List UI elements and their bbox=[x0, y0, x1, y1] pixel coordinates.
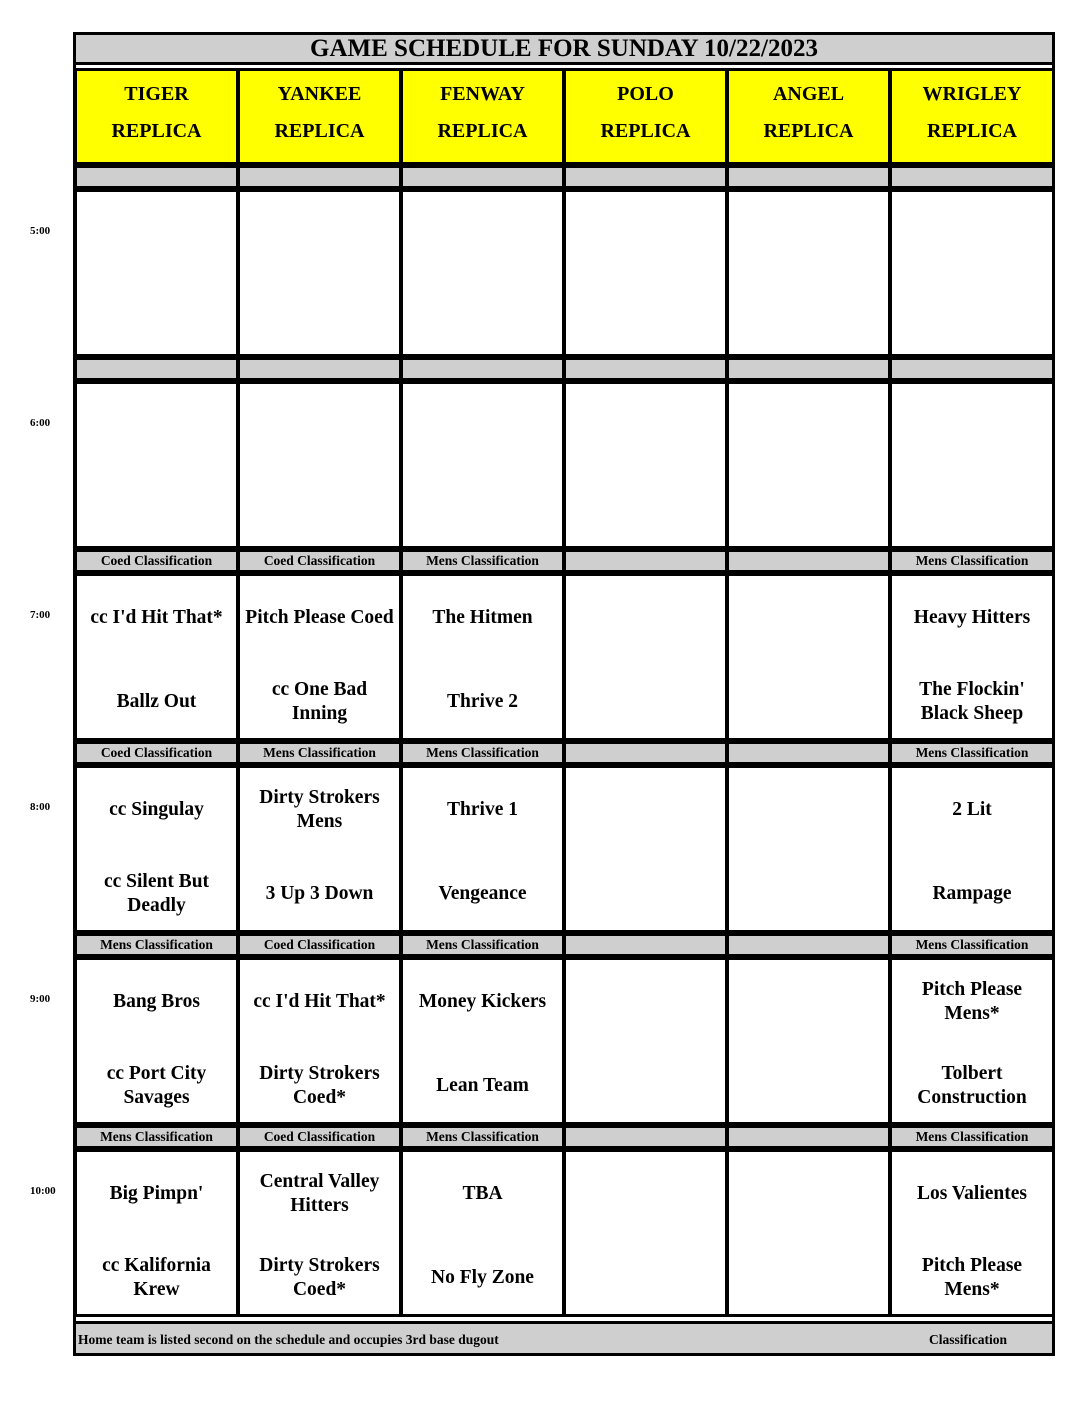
game-cell bbox=[889, 1149, 1055, 1317]
game-cell bbox=[563, 765, 728, 933]
game-cell bbox=[726, 381, 891, 549]
away-team: 2 Lit bbox=[952, 799, 992, 820]
game-cell bbox=[74, 1149, 239, 1317]
classification-band bbox=[726, 933, 891, 957]
away-team: Heavy Hitters bbox=[913, 607, 1031, 628]
home-team: Lean Team bbox=[436, 1075, 529, 1096]
classification-band bbox=[237, 165, 402, 189]
field-name: POLO bbox=[617, 83, 674, 105]
away-team: Central Valley Hitters bbox=[259, 1171, 380, 1216]
classification-band: Coed Classification bbox=[74, 549, 239, 573]
home-team bbox=[566, 672, 725, 732]
classification-band bbox=[726, 741, 891, 765]
field-name: YANKEE bbox=[277, 83, 362, 105]
home-team bbox=[77, 288, 236, 348]
classification-band: Mens Classification bbox=[889, 933, 1055, 957]
classification-band: Mens Classification bbox=[400, 741, 565, 765]
game-cell bbox=[74, 381, 239, 549]
classification-band bbox=[889, 165, 1055, 189]
classification-band: Mens Classification bbox=[400, 1125, 565, 1149]
field-header-tiger bbox=[74, 68, 239, 165]
game-cell bbox=[237, 573, 402, 741]
field-header-wrigley bbox=[889, 68, 1055, 165]
away-team bbox=[729, 204, 888, 264]
home-team: Ballz Out bbox=[116, 691, 197, 712]
away-team bbox=[77, 204, 236, 264]
home-team bbox=[566, 864, 725, 924]
away-team bbox=[729, 972, 888, 1032]
game-cell bbox=[74, 573, 239, 741]
field-type: REPLICA bbox=[111, 120, 202, 142]
classification-band bbox=[563, 933, 728, 957]
away-team: Pitch Please Mens* bbox=[921, 979, 1023, 1024]
home-team bbox=[240, 480, 399, 540]
home-team: 3 Up 3 Down bbox=[265, 883, 374, 904]
game-cell bbox=[889, 765, 1055, 933]
home-team bbox=[729, 864, 888, 924]
away-team: cc Singulay bbox=[109, 799, 204, 820]
game-cell bbox=[889, 957, 1055, 1125]
away-team: Los Valientes bbox=[917, 1183, 1027, 1204]
field-type: REPLICA bbox=[600, 120, 691, 142]
away-team bbox=[403, 204, 562, 264]
away-team: Thrive 1 bbox=[447, 799, 518, 820]
away-team bbox=[566, 1164, 725, 1224]
home-team bbox=[729, 288, 888, 348]
home-team bbox=[240, 288, 399, 348]
away-team: Big Pimpn' bbox=[109, 1183, 204, 1204]
game-cell bbox=[74, 765, 239, 933]
game-cell bbox=[726, 189, 891, 357]
home-team bbox=[403, 480, 562, 540]
home-team: cc Port City Savages bbox=[106, 1063, 207, 1108]
game-cell bbox=[563, 381, 728, 549]
classification-band: Coed Classification bbox=[237, 1125, 402, 1149]
away-team: Money Kickers bbox=[418, 991, 547, 1012]
time-label: 6:00 bbox=[30, 417, 51, 429]
classification-band bbox=[400, 165, 565, 189]
home-team: No Fly Zone bbox=[431, 1267, 534, 1288]
game-cell bbox=[726, 1149, 891, 1317]
classification-band bbox=[726, 165, 891, 189]
classification-band: Mens Classification bbox=[400, 933, 565, 957]
game-cell bbox=[400, 1149, 565, 1317]
home-team bbox=[566, 1248, 725, 1308]
classification-band: Mens Classification bbox=[889, 1125, 1055, 1149]
game-cell bbox=[237, 381, 402, 549]
home-team bbox=[566, 1056, 725, 1116]
classification-band: Mens Classification bbox=[74, 1125, 239, 1149]
away-team bbox=[77, 396, 236, 456]
classification-band bbox=[74, 357, 239, 381]
time-label: 8:00 bbox=[30, 801, 51, 813]
classification-band: Mens Classification bbox=[889, 549, 1055, 573]
time-label: 7:00 bbox=[30, 609, 51, 621]
classification-band: Mens Classification bbox=[889, 741, 1055, 765]
game-cell bbox=[400, 189, 565, 357]
field-type: REPLICA bbox=[763, 120, 854, 142]
away-team bbox=[566, 780, 725, 840]
classification-band: Coed Classification bbox=[237, 933, 402, 957]
field-header-fenway bbox=[400, 68, 565, 165]
away-team bbox=[566, 972, 725, 1032]
classification-band: Coed Classification bbox=[237, 549, 402, 573]
away-team bbox=[729, 1164, 888, 1224]
classification-band bbox=[563, 1125, 728, 1149]
away-team bbox=[892, 204, 1052, 264]
home-team bbox=[729, 672, 888, 732]
game-cell bbox=[563, 573, 728, 741]
footer-row bbox=[76, 1321, 1052, 1353]
field-type: REPLICA bbox=[274, 120, 365, 142]
classification-band bbox=[563, 165, 728, 189]
home-team bbox=[77, 480, 236, 540]
away-team bbox=[403, 396, 562, 456]
time-label: 10:00 bbox=[30, 1185, 56, 1197]
away-team bbox=[240, 204, 399, 264]
home-team bbox=[729, 1248, 888, 1308]
footer-note: Home team is listed second on the schedule and occupies 3rd base dugout bbox=[78, 1332, 499, 1347]
game-cell bbox=[889, 573, 1055, 741]
field-header-polo bbox=[563, 68, 728, 165]
classification-band bbox=[74, 165, 239, 189]
away-team bbox=[729, 780, 888, 840]
classification-band bbox=[237, 357, 402, 381]
home-team: cc Silent But Deadly bbox=[103, 871, 210, 916]
game-cell bbox=[237, 765, 402, 933]
away-team: Pitch Please Coed bbox=[245, 607, 394, 628]
game-cell bbox=[400, 957, 565, 1125]
game-cell bbox=[889, 189, 1055, 357]
home-team bbox=[892, 288, 1052, 348]
field-header-yankee bbox=[237, 68, 402, 165]
away-team bbox=[729, 396, 888, 456]
classification-band bbox=[889, 357, 1055, 381]
game-cell bbox=[726, 573, 891, 741]
game-cell bbox=[74, 189, 239, 357]
classification-band bbox=[726, 357, 891, 381]
home-team bbox=[566, 480, 725, 540]
away-team: cc I'd Hit That* bbox=[253, 991, 386, 1012]
away-team: The Hitmen bbox=[432, 607, 533, 628]
away-team bbox=[240, 396, 399, 456]
home-team: Dirty Strokers Coed* bbox=[259, 1063, 380, 1108]
game-cell bbox=[726, 957, 891, 1125]
footer-classification: Classification bbox=[929, 1332, 1008, 1347]
schedule-title: GAME SCHEDULE FOR SUNDAY 10/22/2023 bbox=[76, 35, 1052, 65]
home-team: cc One Bad Inning bbox=[271, 679, 368, 724]
time-label: 9:00 bbox=[30, 993, 51, 1005]
home-team: Thrive 2 bbox=[447, 691, 518, 712]
classification-band: Coed Classification bbox=[74, 741, 239, 765]
game-cell bbox=[563, 1149, 728, 1317]
classification-band: Mens Classification bbox=[74, 933, 239, 957]
field-type: REPLICA bbox=[437, 120, 528, 142]
game-cell bbox=[237, 189, 402, 357]
game-cell bbox=[74, 957, 239, 1125]
classification-band: Mens Classification bbox=[237, 741, 402, 765]
classification-band bbox=[563, 549, 728, 573]
away-team: TBA bbox=[462, 1183, 503, 1204]
time-label: 5:00 bbox=[30, 225, 51, 237]
away-team: Bang Bros bbox=[113, 991, 200, 1012]
home-team: The Flockin' Black Sheep bbox=[919, 679, 1025, 724]
game-cell bbox=[563, 189, 728, 357]
away-team: cc I'd Hit That* bbox=[90, 607, 223, 628]
home-team bbox=[892, 480, 1052, 540]
away-team bbox=[892, 396, 1052, 456]
field-header-angel bbox=[726, 68, 891, 165]
home-team: Rampage bbox=[932, 883, 1012, 904]
game-cell bbox=[400, 765, 565, 933]
away-team: Dirty Strokers Mens bbox=[259, 787, 380, 832]
game-cell bbox=[563, 957, 728, 1125]
classification-band bbox=[400, 357, 565, 381]
home-team bbox=[403, 288, 562, 348]
field-type: REPLICA bbox=[926, 120, 1017, 142]
away-team bbox=[566, 588, 725, 648]
field-name: TIGER bbox=[124, 83, 189, 105]
home-team bbox=[566, 288, 725, 348]
away-team bbox=[729, 588, 888, 648]
home-team: Tolbert Construction bbox=[917, 1063, 1027, 1108]
classification-band bbox=[726, 1125, 891, 1149]
home-team bbox=[729, 1056, 888, 1116]
game-cell bbox=[237, 957, 402, 1125]
field-name: FENWAY bbox=[440, 83, 525, 105]
classification-band bbox=[563, 741, 728, 765]
field-name: ANGEL bbox=[772, 83, 845, 105]
game-cell bbox=[400, 381, 565, 549]
game-cell bbox=[400, 573, 565, 741]
classification-band: Mens Classification bbox=[400, 549, 565, 573]
away-team bbox=[566, 204, 725, 264]
home-team: cc Kalifornia Krew bbox=[102, 1255, 211, 1300]
classification-band bbox=[563, 357, 728, 381]
home-team bbox=[729, 480, 888, 540]
game-cell bbox=[726, 765, 891, 933]
home-team: Dirty Strokers Coed* bbox=[259, 1255, 380, 1300]
classification-band bbox=[726, 549, 891, 573]
game-cell bbox=[889, 381, 1055, 549]
field-name: WRIGLEY bbox=[922, 83, 1022, 105]
home-team: Pitch Please Mens* bbox=[921, 1255, 1023, 1300]
home-team: Vengeance bbox=[438, 883, 527, 904]
game-cell bbox=[237, 1149, 402, 1317]
away-team bbox=[566, 396, 725, 456]
